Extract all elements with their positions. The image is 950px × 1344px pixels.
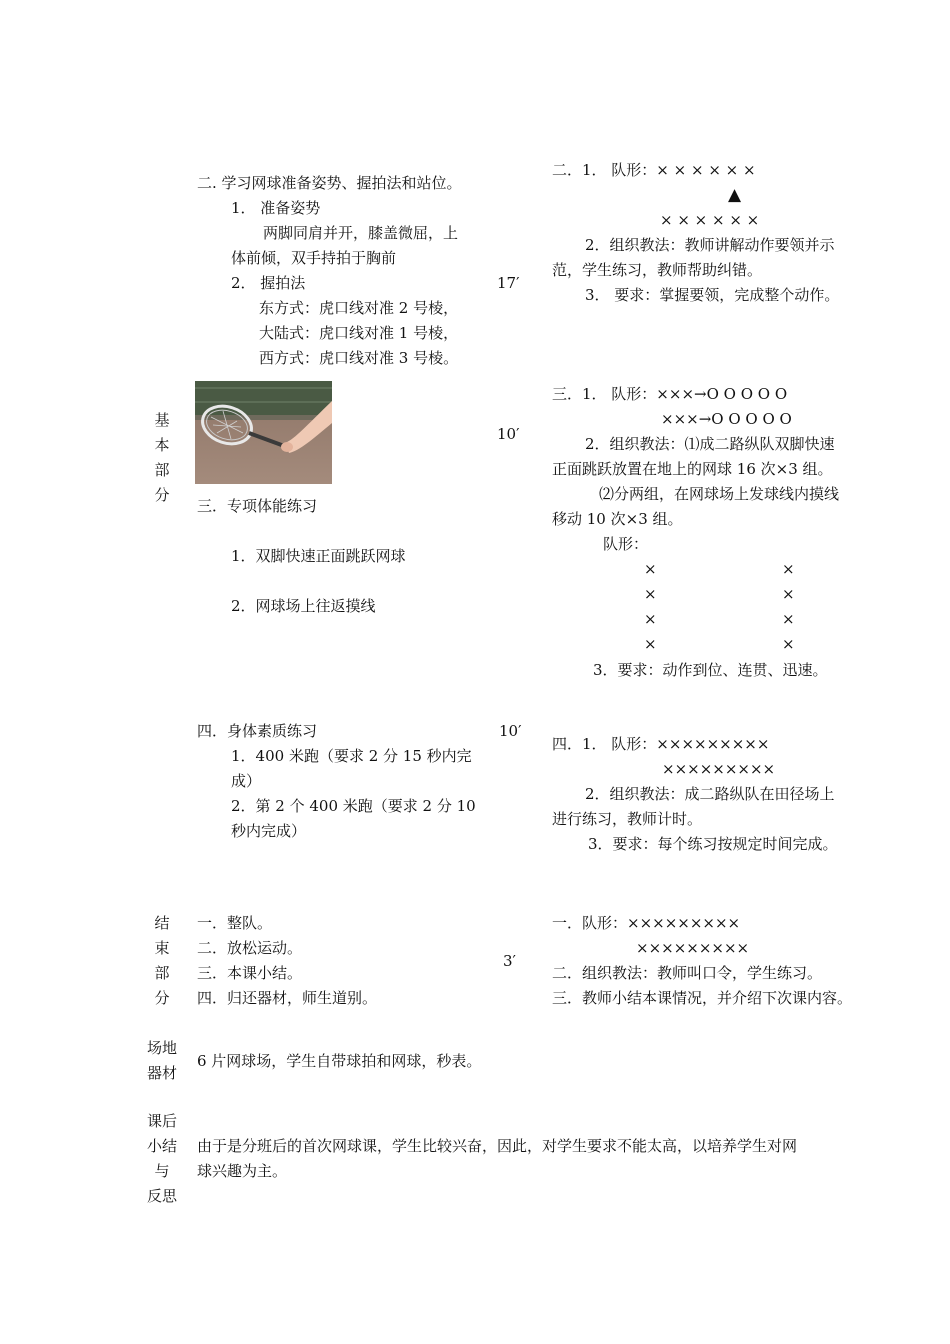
- label-venue-line: 器材: [146, 1064, 177, 1082]
- label-reflection: [140, 1109, 184, 1209]
- time-sec4: 10′: [499, 722, 522, 740]
- label-basic-char: 本: [154, 436, 170, 454]
- end-formation-row2: ×××××××××: [636, 939, 750, 957]
- label-venue-line: 场地: [146, 1039, 177, 1057]
- s4-formation-row2: ×××××××××: [662, 760, 776, 778]
- s2-formation-row2: × × × × × ×: [660, 211, 760, 229]
- s2-org2: 范，学生练习，教师帮助纠错。: [552, 261, 763, 279]
- label-ending-char: 部: [154, 964, 170, 982]
- s3-requirement: 3．要求：动作到位、连贯、迅速。: [593, 661, 828, 679]
- label-ending-char: 分: [154, 989, 170, 1007]
- time-sec2: 17′: [497, 274, 520, 292]
- label-basic-char: 基: [154, 411, 170, 429]
- grip-continental: 大陆式：虎口线对准 1 号棱，: [259, 324, 459, 342]
- sec3-item2: 2．网球场上往返摸线: [231, 597, 376, 615]
- sec4-item2a: 2．第 2 个 400 米跑（要求 2 分 10: [231, 797, 476, 815]
- s2-org1: 2．组织教法：教师讲解动作要领并示: [585, 236, 835, 254]
- cross-mark: ×: [644, 610, 657, 628]
- cross-mark: ×: [644, 560, 657, 578]
- end-org: 二．组织教法：教师叫口令，学生练习。: [552, 964, 823, 982]
- s3-org3: ⑵分两组，在网球场上发球线内摸线: [599, 485, 840, 503]
- grip-eastern: 东方式：虎口线对准 2 号棱，: [259, 299, 459, 317]
- s4-org2: 进行练习，教师计时。: [552, 810, 703, 828]
- label-basic-char: 分: [154, 486, 170, 504]
- grip-western: 西方式：虎口线对准 3 号棱。: [259, 349, 459, 367]
- sec2-item1: 1． 准备姿势: [231, 199, 321, 217]
- teacher-triangle-icon: ▲: [728, 185, 742, 205]
- s3-formation: 三．1． 队形：×××→O O O O O: [552, 385, 788, 403]
- s3-formation-row2: ×××→O O O O O: [661, 410, 792, 428]
- s3-org4: 移动 10 次×3 组。: [552, 510, 683, 528]
- label-ending-char: 束: [154, 939, 170, 957]
- label-ending-char: 结: [154, 914, 170, 932]
- cross-mark: ×: [782, 635, 795, 653]
- label-reflection-line: 与: [154, 1162, 170, 1180]
- cross-mark: ×: [782, 610, 795, 628]
- s2-formation: 二．1． 队形：× × × × × ×: [552, 161, 756, 179]
- sec2-desc2: 体前倾，双手持拍于胸前: [231, 249, 397, 267]
- sec2-item2: 2． 握拍法: [231, 274, 306, 292]
- cross-mark: ×: [782, 585, 795, 603]
- time-end: 3′: [503, 952, 516, 970]
- sec4-item1a: 1．400 米跑（要求 2 分 15 秒内完: [231, 747, 472, 765]
- label-basic-part: [147, 408, 177, 508]
- sec3-item1: 1．双脚快速正面跳跃网球: [231, 547, 406, 565]
- s3-org1: 2．组织教法：⑴成二路纵队双脚快速: [585, 435, 835, 453]
- label-reflection-line: 反思: [146, 1187, 177, 1205]
- reflection-line2: 球兴趣为主。: [197, 1162, 288, 1180]
- s4-formation: 四．1． 队形：×××××××××: [552, 735, 770, 753]
- label-ending-part: [147, 911, 177, 1011]
- time-sec3: 10′: [497, 425, 520, 443]
- sec2-desc1: 两脚同肩并开，膝盖微屈，上: [263, 224, 459, 242]
- cross-mark: ×: [644, 585, 657, 603]
- s3-formation-label: 队形：: [603, 535, 649, 553]
- label-basic-char: 部: [154, 461, 170, 479]
- end-item3: 三．本课小结。: [197, 964, 303, 982]
- sec4-item1b: 成）: [231, 772, 262, 790]
- sec4-item2b: 秒内完成）: [231, 822, 307, 840]
- end-item1: 一．整队。: [197, 914, 273, 932]
- sec2-title: 二. 学习网球准备姿势、握拍法和站位。: [197, 174, 462, 192]
- sec3-title: 三．专项体能练习: [197, 497, 318, 515]
- reflection-line1: 由于是分班后的首次网球课，学生比较兴奋，因此，对学生要求不能太高，以培养学生对网: [197, 1137, 798, 1155]
- label-reflection-line: 小结: [146, 1137, 177, 1155]
- end-item2: 二．放松运动。: [197, 939, 303, 957]
- tennis-racket-photo: [195, 381, 332, 484]
- end-item4: 四．归还器材，师生道别。: [197, 989, 378, 1007]
- s2-requirement: 3． 要求：掌握要领，完成整个动作。: [585, 286, 840, 304]
- sec4-title: 四．身体素质练习: [197, 722, 318, 740]
- end-formation: 一．队形：×××××××××: [552, 914, 741, 932]
- end-summary: 三．教师小结本课情况，并介绍下次课内容。: [552, 989, 853, 1007]
- s3-org2: 正面跳跃放置在地上的网球 16 次×3 组。: [552, 460, 833, 478]
- label-venue: [140, 1036, 184, 1086]
- venue-text: 6 片网球场，学生自带球拍和网球，秒表。: [197, 1052, 482, 1070]
- s4-org1: 2．组织教法：成二路纵队在田径场上: [585, 785, 835, 803]
- cross-mark: ×: [782, 560, 795, 578]
- s4-requirement: 3．要求：每个练习按规定时间完成。: [588, 835, 838, 853]
- cross-mark: ×: [644, 635, 657, 653]
- label-reflection-line: 课后: [146, 1112, 177, 1130]
